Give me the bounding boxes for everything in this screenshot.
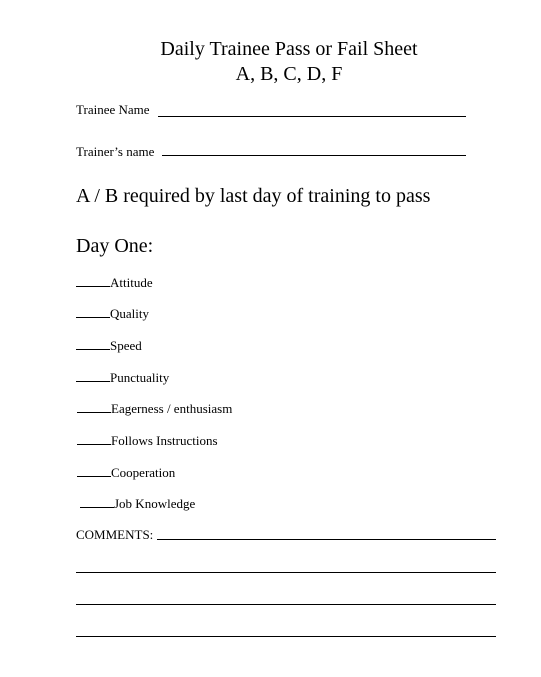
comments-label: COMMENTS: bbox=[76, 527, 154, 542]
day-heading: Day One: bbox=[76, 235, 154, 257]
grade-scale: A, B, C, D, F bbox=[235, 63, 343, 85]
grade-blank[interactable] bbox=[77, 400, 111, 413]
trainee-name-label: Trainee Name bbox=[76, 102, 150, 117]
trainer-name-line[interactable] bbox=[162, 155, 466, 156]
trainee-name-line[interactable] bbox=[158, 116, 466, 117]
grade-blank[interactable] bbox=[80, 495, 114, 508]
criterion-label: Eagerness / enthusiasm bbox=[111, 401, 233, 416]
criterion-cooperation bbox=[77, 464, 175, 481]
grade-blank[interactable] bbox=[76, 305, 110, 318]
trainer-name-label: Trainer’s name bbox=[76, 144, 155, 159]
comments-line-1[interactable] bbox=[157, 539, 496, 540]
pass-requirement: A / B required by last day of training to pass bbox=[76, 185, 431, 207]
criterion-quality bbox=[76, 305, 149, 322]
criterion-label: Speed bbox=[110, 338, 142, 353]
criterion-label: Punctuality bbox=[110, 370, 170, 385]
criterion-label: Job Knowledge bbox=[114, 496, 196, 511]
grade-blank[interactable] bbox=[77, 464, 111, 477]
criterion-label: Quality bbox=[110, 306, 149, 321]
criterion-label: Cooperation bbox=[111, 465, 176, 480]
grade-blank[interactable] bbox=[76, 274, 110, 287]
criterion-attitude bbox=[76, 274, 153, 291]
grade-blank[interactable] bbox=[77, 432, 111, 445]
grade-blank[interactable] bbox=[76, 369, 110, 382]
criterion-punctuality bbox=[76, 369, 169, 386]
criterion-follows-instructions bbox=[77, 432, 218, 449]
comments-line-3[interactable] bbox=[76, 604, 496, 605]
criterion-speed bbox=[76, 337, 142, 354]
comments-line-2[interactable] bbox=[76, 572, 496, 573]
sheet-title: Daily Trainee Pass or Fail Sheet bbox=[160, 38, 418, 60]
grade-blank[interactable] bbox=[76, 337, 110, 350]
criterion-eagerness bbox=[77, 400, 232, 417]
comments-line-4[interactable] bbox=[76, 636, 496, 637]
criterion-label: Follows Instructions bbox=[111, 433, 218, 448]
criterion-label: Attitude bbox=[110, 275, 153, 290]
criterion-job-knowledge bbox=[80, 495, 195, 512]
